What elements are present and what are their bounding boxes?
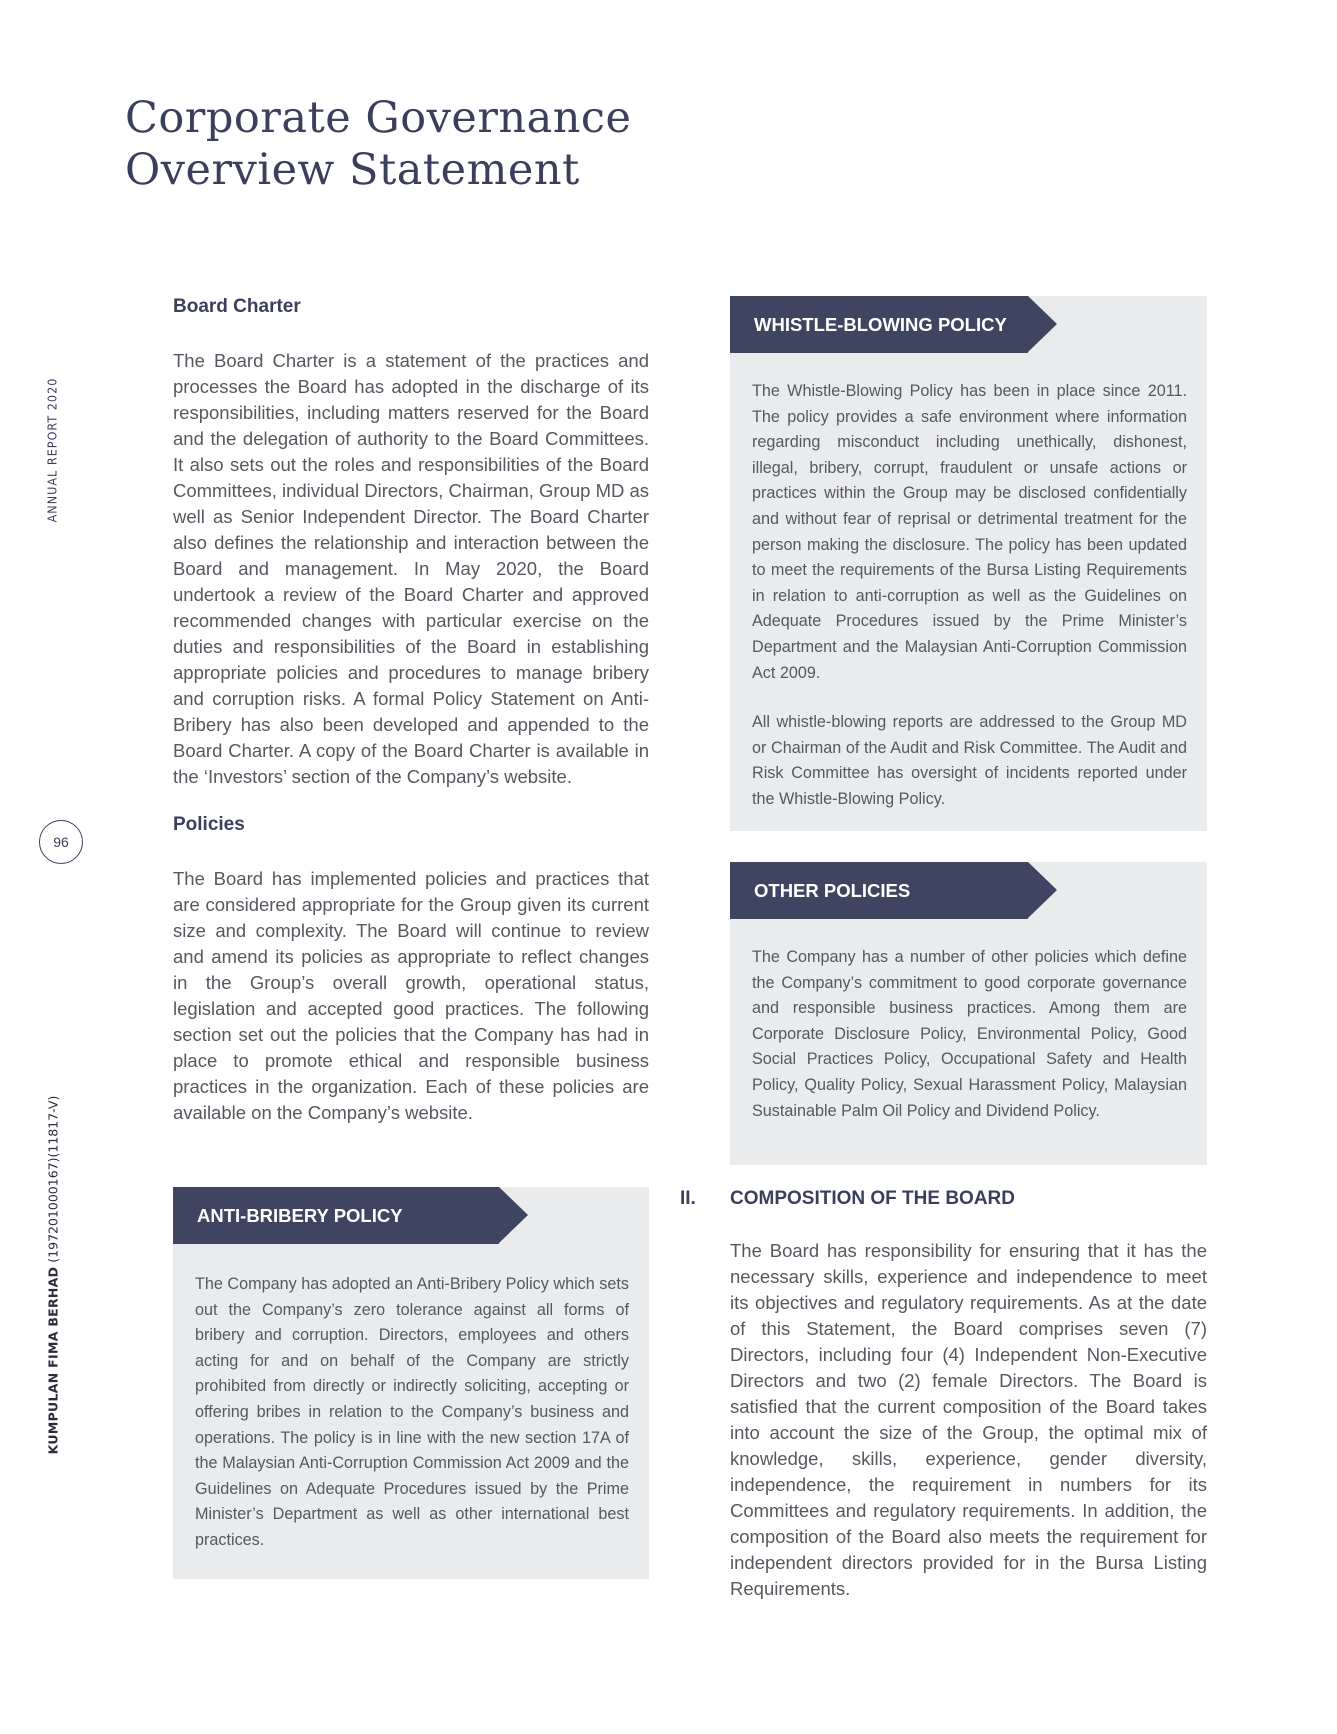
other-policies-banner: OTHER POLICIES — [730, 862, 1028, 919]
side-label-annual-report: ANNUAL REPORT 2020 — [44, 377, 60, 523]
composition-text: The Board has responsibility for ensuring that it has the necessary skills, experience and independence to meet its objectives and regulatory requirements. As at the date of this Statement, the Board comprises seven (7) Directors, including four (4) Independent Non-Executive Directors and two (2) female Directors. The Board is satisfied that the current composition of the Board takes into account the size of the Group, the optimal mix of knowledge, skills, experience, gender diversity, independence, the requirement in numbers for its Committees and regulatory requirements. In addition, the composition of the Board also meets the requirement for independent directors provided for in the Bursa Listing Requirements. — [730, 1240, 1207, 1599]
whistle-blowing-text-2: All whistle-blowing reports are addressed to the Group MD or Chairman of the Audit and Risk Committee. The Audit and Risk Committee has oversight of incidents reported under the Whistle-Blowing Policy. — [752, 713, 1187, 808]
page-title-line-1: Corporate Governance — [125, 93, 632, 143]
whistle-blowing-text-1: The Whistle-Blowing Policy has been in place since 2011. The policy provides a safe environment where information regarding misconduct including unethically, dishonest, illegal, bribery, corrupt, fraudulent or unsafe actions or practices within the Group may be disclosed confidentially and without fear of reprisal or detrimental treatment for the person making the disclosure. The policy has been updated to meet the requirements of the Bursa Listing Requirements in relation to anti-corruption as well as the Guidelines on Adequate Procedures issued by the Prime Minister’s Department and the Malaysian Anti-Corruption Commission Act 2009. — [752, 382, 1187, 682]
page-title — [125, 92, 631, 196]
whistle-blowing-policy-box — [730, 296, 1207, 831]
page-number: 96 — [53, 834, 69, 850]
other-policies-box — [730, 862, 1207, 1165]
left-column — [173, 296, 649, 1150]
section-number: II. — [680, 1188, 696, 1209]
section-title: COMPOSITION OF THE BOARD — [730, 1188, 1015, 1209]
composition-heading — [680, 1188, 1207, 1210]
policies-heading: Policies — [173, 814, 245, 835]
anti-bribery-banner: ANTI-BRIBERY POLICY — [173, 1187, 499, 1244]
policies-text: The Board has implemented policies and practices that are considered appropriate for the Group given its current size and complexity. The Board will continue to review and amend its policies as appropriate to reflect changes in the Group’s overall growth, operational status, legislation and accepted good practices. The following section set out the policies that the Company has had in place to promote ethical and responsible business practices in the organization. Each of these policies are available on the Company’s website. — [173, 868, 649, 1123]
company-registration: (197201000167)(11817-V) — [45, 1095, 61, 1263]
anti-bribery-text: The Company has adopted an Anti-Bribery Policy which sets out the Company’s zero tolerance against all forms of bribery and corruption. Directors, employees and others acting for and on behalf of the Company are strictly prohibited from directly or indirectly soliciting, accepting or offering bribes in relation to the Company’s business and operations. The policy is in line with the new section 17A of the Malaysian Anti-Corruption Commission Act 2009 and the Guidelines on Adequate Procedures issued by the Prime Minister’s Department as well as other international best practices. — [195, 1275, 629, 1549]
anti-bribery-policy-box — [173, 1187, 649, 1579]
side-label-company — [46, 1096, 61, 1455]
board-charter-text: The Board Charter is a statement of the practices and processes the Board has adopted in the discharge of its responsibilities, including matters reserved for the Board and the delegation of authority to the Board Committees. It also sets out the roles and responsibilities of the Board Committees, individual Directors, Chairman, Group MD as well as Senior Independent Director. The Board Charter also defines the relationship and interaction between the Board and management. In May 2020, the Board undertook a review of the Board Charter and approved recommended changes with particular exercise on the duties and responsibilities of the Board in establishing appropriate policies and procedures to manage bribery and corruption risks. A formal Policy Statement on Anti-Bribery has also been developed and appended to the Board Charter. A copy of the Board Charter is available in the ‘Investors’ section of the Company’s website. — [173, 350, 650, 787]
other-policies-text: The Company has a number of other policies which define the Company’s commitment to good corporate governance and responsible business practices. Among them are Corporate Disclosure Policy, Environmental Policy, Good Social Practices Policy, Occupational Safety and Health Policy, Quality Policy, Sexual Harassment Policy, Malaysian Sustainable Palm Oil Policy and Dividend Policy. — [752, 948, 1187, 1120]
board-charter-heading: Board Charter — [173, 296, 301, 317]
company-name: KUMPULAN FIMA BERHAD — [45, 1266, 61, 1455]
page-number-badge — [39, 820, 83, 864]
page-title-line-2: Overview Statement — [125, 145, 580, 195]
composition-section — [680, 1188, 1207, 1626]
whistle-blowing-banner: WHISTLE-BLOWING POLICY — [730, 296, 1028, 353]
